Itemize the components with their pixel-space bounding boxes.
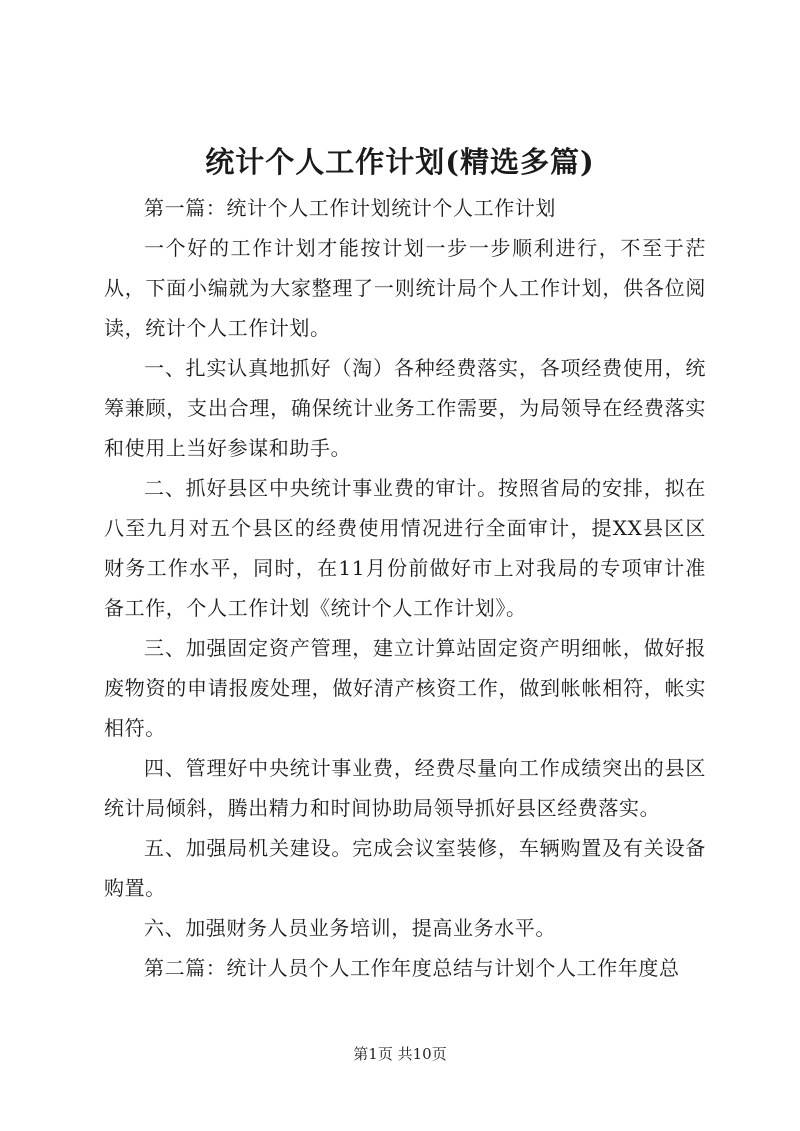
paragraph-part-two-heading: 第二篇：统计人员个人工作年度总结与计划个人工作年度总 xyxy=(144,956,680,980)
paragraph-item-3: 三、加强固定资产管理，建立计算站固定资产明细帐，做好报废物资的申请报废处理，做好清产核资工作，做到帐帐相符，帐实相符。 xyxy=(104,636,706,740)
paragraph-item-5: 五、加强局机关建设。完成会议室装修，车辆购置及有关设备购置。 xyxy=(104,836,706,900)
paragraph-item-6: 六、加强财务人员业务培训，提高业务水平。 xyxy=(144,916,556,940)
paragraph-item-1: 一、扎实认真地抓好（淘）各种经费落实，各项经费使用，统筹兼顾，支出合理，确保统计业务工作需要，为局领导在经费落实和使用上当好参谋和助手。 xyxy=(104,356,706,460)
document-body xyxy=(104,188,706,988)
page-footer: 第1页 共10页 xyxy=(353,1045,447,1063)
paragraph-part-one-heading: 第一篇：统计个人工作计划统计个人工作计划 xyxy=(144,196,556,220)
paragraph-item-4: 四、管理好中央统计事业费，经费尽量向工作成绩突出的县区统计局倾斜，腾出精力和时间协助局领导抓好县区经费落实。 xyxy=(104,756,706,820)
paragraph-intro: 一个好的工作计划才能按计划一步一步顺利进行，不至于茫从，下面小编就为大家整理了一则统计局个人工作计划，供各位阅读，统计个人工作计划。 xyxy=(104,236,706,340)
paragraph-item-2: 二、抓好县区中央统计事业费的审计。按照省局的安排，拟在八至九月对五个县区的经费使用情况进行全面审计，提XX县区区财务工作水平，同时，在11月份前做好市上对我局的专项审计准备工作，个人工作计划《统计个人工作计划》。 xyxy=(104,476,706,620)
document-title: 统计个人工作计划(精选多篇) xyxy=(205,145,595,179)
